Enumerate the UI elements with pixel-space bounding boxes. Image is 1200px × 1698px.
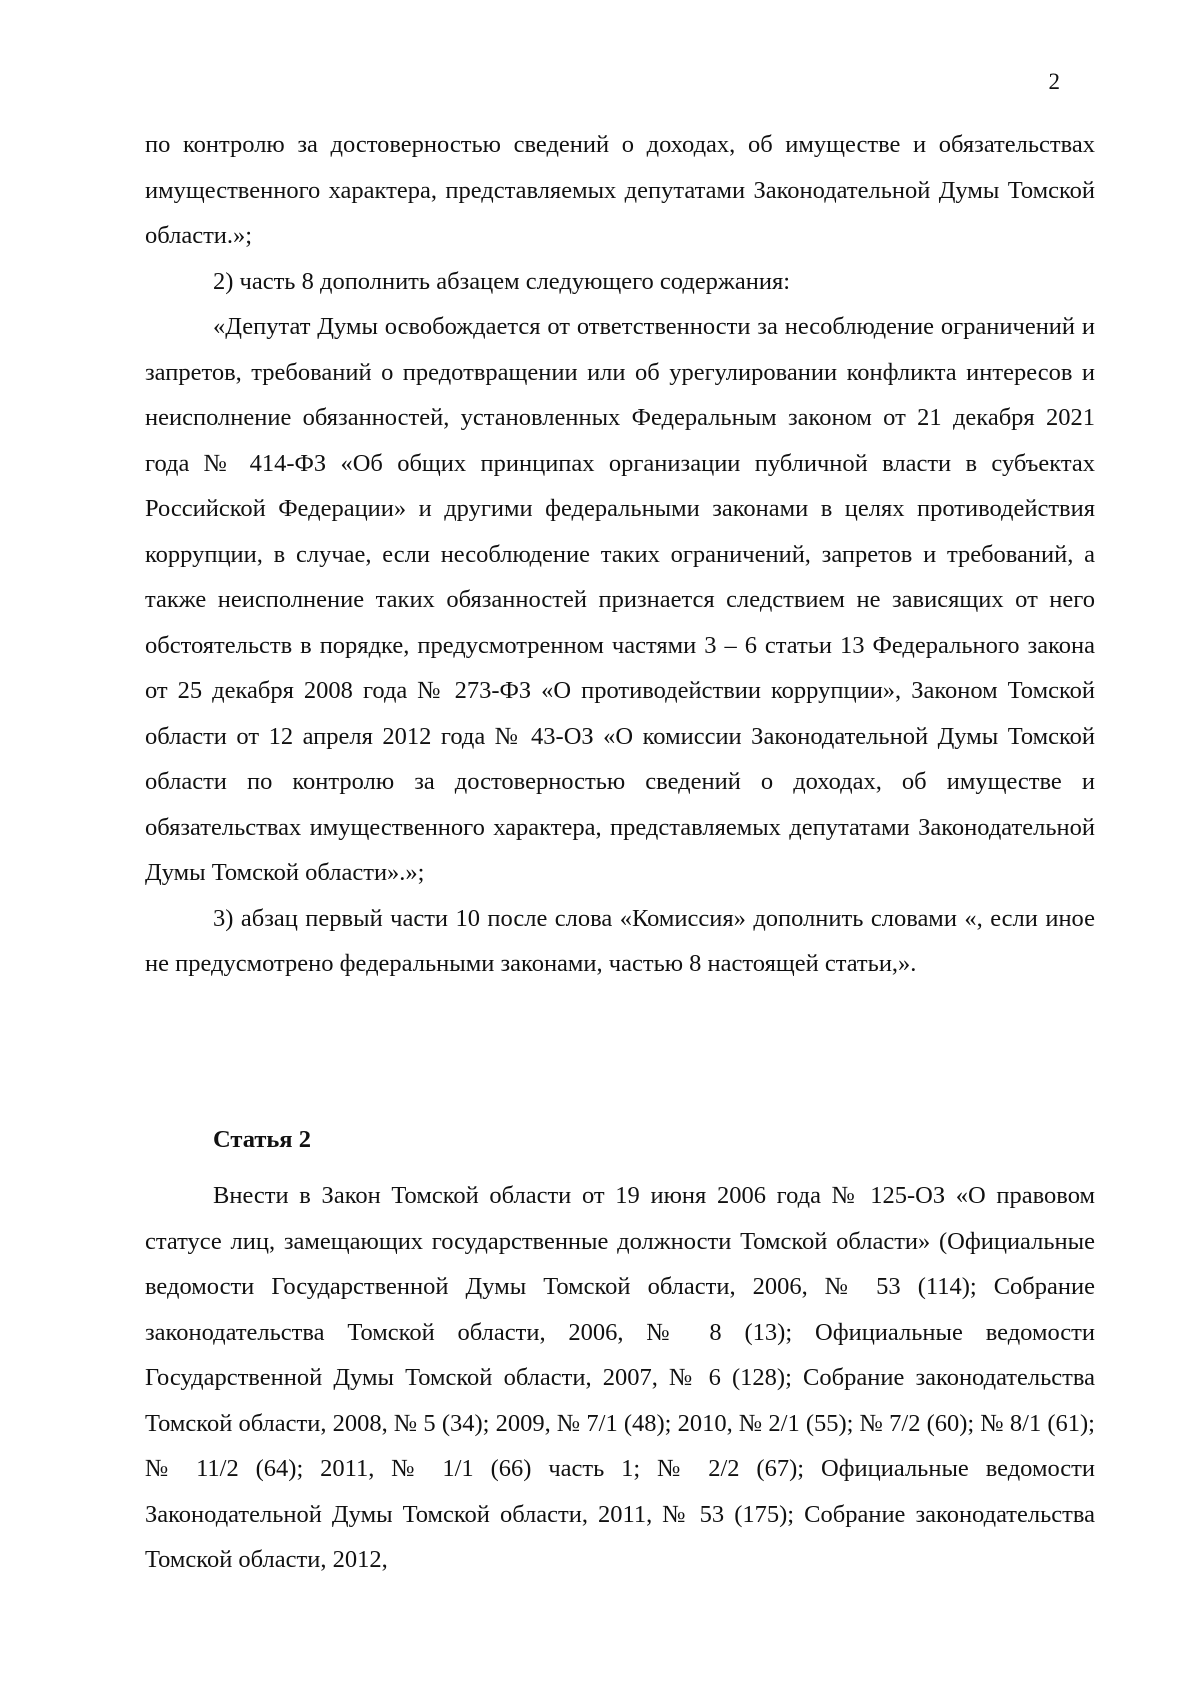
paragraph-continuation: по контролю за достоверностью сведений о доходах, об имуществе и обязательствах имущественного характера, представляемых депутатами Законодательной Думы Томской области.»; — [145, 131, 1095, 249]
document-body-top — [145, 122, 1095, 987]
paragraph-item-3: 3) абзац первый части 10 после слова «Комиссия» дополнить словами «, если иное не предусмотрено федеральными законами, частью 8 настоящей статьи,». — [145, 904, 1095, 977]
paragraph-item-2: 2) часть 8 дополнить абзацем следующего содержания: — [213, 267, 791, 295]
paragraph-quoted-amendment: «Депутат Думы освобождается от ответственности за несоблюдение ограничений и запретов, требований о предотвращении или об урегулировании конфликта интересов и неисполнение обязанностей, установленных Федеральным законом от 21 декабря 2021 года № 414-ФЗ «Об общих принципах организации публичной власти в субъектах Российской Федерации» и другими федеральными законами в целях противодействия коррупции, в случае, если несоблюдение таких ограничений, запретов и требований, а также неисполнение таких обязанностей признается следствием не зависящих от него обстоятельств в порядке, предусмотренном частями 3 – 6 статьи 13 Федерального закона от 25 декабря 2008 года № 273-ФЗ «О противодействии коррупции», Законом Томской области от 12 апреля 2012 года № 43-ОЗ «О комиссии Законодательной Думы Томской области по контролю за достоверностью сведений о доходах, об имуществе и обязательствах имущественного характера, представляемых депутатами Законодательной Думы Томской области».»; — [145, 313, 1095, 886]
page-number: 2 — [1048, 69, 1060, 94]
article-heading: Статья 2 — [213, 1126, 311, 1153]
article-2-paragraph: Внести в Закон Томской области от 19 июня 2006 года № 125-ОЗ «О правовом статусе лиц, замещающих государственные должности Томской области» (Официальные ведомости Государственной Думы Томской области, 2006, № 53 (114); Собрание законодательства Томской области, 2006, № 8 (13); Официальные ведомости Государственной Думы Томской области, 2007, № 6 (128); Собрание законодательства Томской области, 2008, № 5 (34); 2009, № 7/1 (48); 2010, № 2/1 (55); № 7/2 (60); № 8/1 (61); № 11/2 (64); 2011, № 1/1 (66) часть 1; № 2/2 (67); Официальные ведомости Законодательной Думы Томской области, 2011, № 53 (175); Собрание законодательства Томской области, 2012, — [145, 1182, 1095, 1573]
document-body-article-2 — [145, 1173, 1095, 1583]
